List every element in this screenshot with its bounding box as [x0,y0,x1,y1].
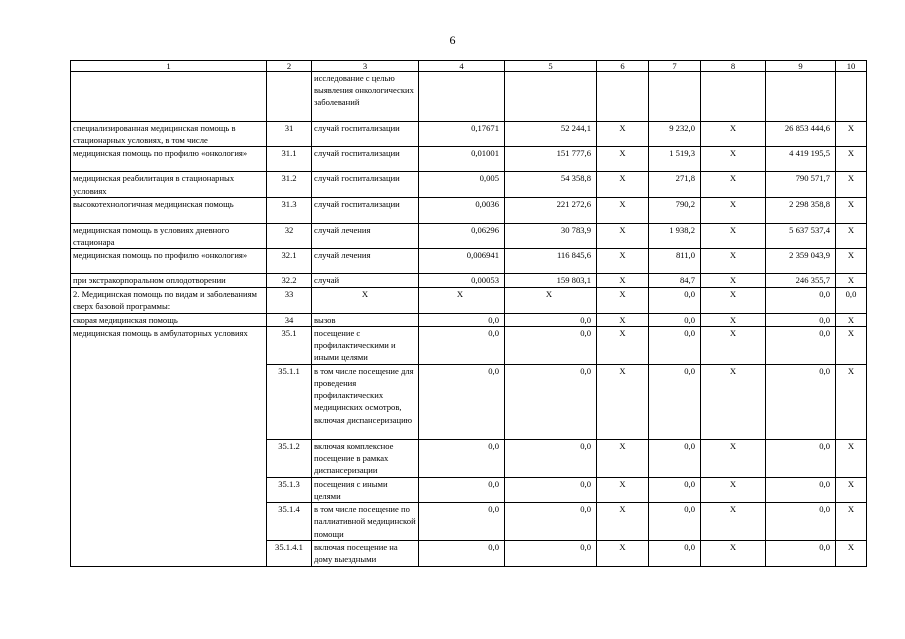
value-cell [766,72,836,122]
mark-cell: X [836,477,867,502]
value-cell: 0,0 [505,439,597,477]
value-cell: 52 244,1 [505,122,597,147]
value-cell: 0,0 [505,364,597,439]
mark-cell [836,72,867,122]
column-header: 9 [766,61,836,72]
row-label-cell: высокотехнологичная медицинская помощь [71,197,267,223]
mark-cell: X [836,249,867,274]
unit-cell: вызов [312,313,419,326]
value-cell: 84,7 [649,274,701,288]
row-code-cell: 31.1 [267,147,312,172]
column-header: 4 [419,61,505,72]
value-cell: 0,0 [649,364,701,439]
mark-cell: X [836,147,867,172]
row-label-cell: медицинская помощь в условиях дневного стационара [71,223,267,248]
row-code-cell: 35.1.2 [267,439,312,477]
value-cell: 811,0 [649,249,701,274]
row-code-cell: 34 [267,313,312,326]
row-code-cell [267,72,312,122]
value-cell: 0,17671 [419,122,505,147]
mark-cell: X [836,503,867,541]
value-cell: 2 298 358,8 [766,197,836,223]
value-cell: 0,005 [419,172,505,197]
row-label-cell: скорая медицинская помощь [71,313,267,326]
value-cell: 0,0 [649,326,701,364]
value-cell: 0,0 [649,477,701,502]
table-row [71,223,867,248]
mark-cell: X [836,197,867,223]
mark-cell: X [836,439,867,477]
row-label-cell: медицинская реабилитация в стационарных условиях [71,172,267,197]
mark-cell: X [597,477,649,502]
value-cell: 30 783,9 [505,223,597,248]
value-cell: 159 803,1 [505,274,597,288]
value-cell: 0,0 [505,313,597,326]
mark-cell: X [836,172,867,197]
value-cell: 0,0 [766,439,836,477]
unit-cell: посещение с профилактическими и иными целями [312,326,419,364]
row-code-cell: 31.3 [267,197,312,223]
value-cell: 271,8 [649,172,701,197]
value-cell: 0,006941 [419,249,505,274]
value-cell: 0,0 [419,477,505,502]
column-header: 5 [505,61,597,72]
mark-cell: X [836,313,867,326]
unit-cell: в том числе посещение по паллиативной медицинской помощи [312,503,419,541]
table-row [71,249,867,274]
mark-cell [701,72,766,122]
table-row [71,172,867,197]
value-cell: 54 358,8 [505,172,597,197]
value-cell: 0,0 [505,477,597,502]
value-cell: 0,0 [766,313,836,326]
row-label-cell: 2. Медицинская помощь по видам и заболеваниям сверх базовой программы: [71,288,267,313]
unit-cell: случай госпитализации [312,172,419,197]
value-cell: 0,0 [505,326,597,364]
value-cell: 0,0 [649,288,701,313]
mark-cell: X [597,274,649,288]
mark-cell: X [701,364,766,439]
value-cell: 0,0 [766,541,836,566]
mark-cell: X [701,274,766,288]
mark-cell: X [701,541,766,566]
mark-cell: X [597,197,649,223]
page-number: 6 [449,33,456,47]
value-cell: 0,0 [419,364,505,439]
column-header: 7 [649,61,701,72]
column-header: 3 [312,61,419,72]
value-cell: 790 571,7 [766,172,836,197]
mark-cell: X [701,147,766,172]
mark-cell: X [701,172,766,197]
row-label-cell: медицинская помощь в амбулаторных условиях [71,326,267,566]
row-label-cell: специализированная медицинская помощь в стационарных условиях, в том числе [71,122,267,147]
mark-cell: X [597,326,649,364]
value-cell: 0,0 [766,364,836,439]
mark-cell: X [701,313,766,326]
mark-cell: 0,0 [836,288,867,313]
value-cell [649,72,701,122]
value-cell: 0,0 [649,439,701,477]
row-code-cell: 32.1 [267,249,312,274]
value-cell: 221 272,6 [505,197,597,223]
value-cell: 1 519,3 [649,147,701,172]
mark-cell: X [836,274,867,288]
row-label-cell: медицинская помощь по профилю «онкология» [71,147,267,172]
mark-cell: X [701,288,766,313]
value-cell: 26 853 444,6 [766,122,836,147]
column-header: 6 [597,61,649,72]
row-label-cell: медицинская помощь по профилю «онкология» [71,249,267,274]
mark-cell: X [701,223,766,248]
unit-cell: в том числе посещение для проведения профилактических медицинских осмотров, включая диспансеризацию [312,364,419,439]
row-label-cell [71,72,267,122]
value-cell: 0,0 [419,503,505,541]
mark-cell: X [597,172,649,197]
unit-cell: включая посещение на дому выездными [312,541,419,566]
mark-cell: X [597,249,649,274]
unit-cell: посещения с иными целями [312,477,419,502]
mark-cell: X [701,326,766,364]
table-row [71,72,867,122]
column-header: 10 [836,61,867,72]
value-cell [419,72,505,122]
unit-cell: случай [312,274,419,288]
row-code-cell: 35.1.1 [267,364,312,439]
mark-cell: X [701,197,766,223]
mark-cell: X [597,313,649,326]
value-cell: 116 845,6 [505,249,597,274]
mark-cell: X [597,541,649,566]
mark-cell: X [701,477,766,502]
unit-cell: X [312,288,419,313]
value-cell: 0,0 [419,541,505,566]
mark-cell: X [597,364,649,439]
mark-cell: X [597,223,649,248]
table-row [71,274,867,288]
value-cell: 790,2 [649,197,701,223]
column-header: 2 [267,61,312,72]
value-cell: 4 419 195,5 [766,147,836,172]
value-cell [505,72,597,122]
mark-cell: X [701,503,766,541]
row-code-cell: 35.1.3 [267,477,312,502]
table-row [71,147,867,172]
unit-cell: случай госпитализации [312,122,419,147]
table-row [71,197,867,223]
column-header: 8 [701,61,766,72]
mark-cell: X [597,503,649,541]
unit-cell: случай госпитализации [312,197,419,223]
value-cell: 0,0 [505,503,597,541]
value-cell: 246 355,7 [766,274,836,288]
table-body [71,61,867,567]
table-row [71,313,867,326]
column-header: 1 [71,61,267,72]
value-cell: 0,0 [766,503,836,541]
row-code-cell: 35.1.4.1 [267,541,312,566]
mark-cell: X [597,147,649,172]
value-cell: 0,0 [649,313,701,326]
value-cell: 0,0 [766,326,836,364]
table-row [71,326,867,364]
value-cell: X [419,288,505,313]
mark-cell: X [836,122,867,147]
value-cell: 5 637 537,4 [766,223,836,248]
table-header-row [71,61,867,72]
value-cell: 0,0 [419,313,505,326]
value-cell: 0,0 [419,326,505,364]
mark-cell: X [701,439,766,477]
value-cell: 0,0 [419,439,505,477]
mark-cell: X [836,223,867,248]
table-row [71,288,867,313]
value-cell: 0,0 [649,503,701,541]
row-label-cell: при экстракорпоральном оплодотворении [71,274,267,288]
value-cell: 0,0 [505,541,597,566]
value-cell: 1 938,2 [649,223,701,248]
value-cell: 2 359 043,9 [766,249,836,274]
unit-cell: случай госпитализации [312,147,419,172]
row-code-cell: 33 [267,288,312,313]
value-cell: 0,0 [649,541,701,566]
unit-cell: исследование с целью выявления онкологических заболеваний [312,72,419,122]
value-cell: 151 777,6 [505,147,597,172]
value-cell: X [505,288,597,313]
value-cell: 0,06296 [419,223,505,248]
unit-cell: случай лечения [312,249,419,274]
value-cell: 0,01001 [419,147,505,172]
row-code-cell: 35.1 [267,326,312,364]
data-table [70,60,867,567]
value-cell: 0,0 [766,477,836,502]
mark-cell: X [701,122,766,147]
mark-cell [597,72,649,122]
unit-cell: случай лечения [312,223,419,248]
row-code-cell: 32 [267,223,312,248]
mark-cell: X [836,541,867,566]
mark-cell: X [597,439,649,477]
row-code-cell: 35.1.4 [267,503,312,541]
row-code-cell: 31 [267,122,312,147]
value-cell: 0,0036 [419,197,505,223]
value-cell: 0,00053 [419,274,505,288]
row-code-cell: 31.2 [267,172,312,197]
mark-cell: X [836,326,867,364]
value-cell: 9 232,0 [649,122,701,147]
mark-cell: X [597,288,649,313]
unit-cell: включая комплексное посещение в рамках диспансеризации [312,439,419,477]
value-cell: 0,0 [766,288,836,313]
table-row [71,122,867,147]
row-code-cell: 32.2 [267,274,312,288]
mark-cell: X [836,364,867,439]
mark-cell: X [701,249,766,274]
mark-cell: X [597,122,649,147]
